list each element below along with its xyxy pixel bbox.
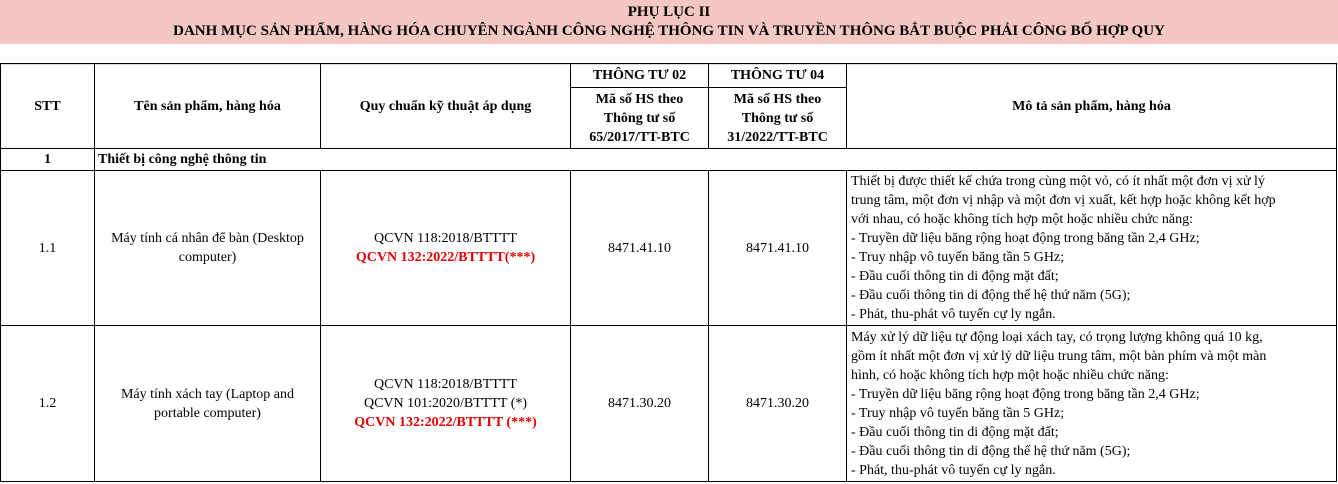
description-line: - Đầu cuối thông tin di động thế hệ thứ năm (5G); [851,288,1131,303]
description-line: với nhau, có hoặc không tích hợp một hoặc nhiều chức năng: [851,212,1193,227]
description-line: Máy xử lý dữ liệu tự động loại xách tay, có trọng lượng không quá 10 kg, [851,329,1263,345]
group-stt: 1 [1,149,95,171]
row-stt: 1.2 [1,326,95,482]
product-name-line1: Máy tính cá nhân để bàn (Desktop [111,231,304,246]
table-row [1,171,1337,326]
product-name-line2: computer) [178,250,237,265]
spacer-row [0,44,1338,65]
product-name-line2: portable computer) [154,405,261,421]
standard-line-highlight: QCVN 132:2022/BTTTT(***) [355,250,536,265]
product-name-line1: Máy tính xách tay (Laptop and [120,386,294,402]
description-line: hình, có hoặc không tích hợp một hoặc nhiều chức năng: [851,367,1169,383]
row-description [847,171,1337,326]
header-hs2-line2: Thông tư số [741,110,814,126]
header-hs2-line1: Mã số HS theo [733,91,822,107]
header-stt: STT [1,64,95,149]
appendix-subtitle: DANH MỤC SẢN PHẨM, HÀNG HÓA CHUYÊN NGÀNH CÔNG NGHỆ THÔNG TIN VÀ TRUYỀN THÔNG BẮT BUỘC PHẢI CÔNG BỐ HỢP QUY [173,23,1165,39]
group-name: Thiết bị công nghệ thông tin [95,149,1337,171]
description-line: - Truyền dữ liệu băng rộng hoạt động trong băng tần 2,4 GHz; [851,386,1200,402]
row-stt: 1.1 [1,171,95,326]
header-tt04: THÔNG TƯ 04 [709,64,847,88]
description-line: - Đầu cuối thông tin di động mặt đất; [851,424,1059,440]
row-hs-code-31: 8471.41.10 [709,171,847,326]
description-line: - Truyền dữ liệu băng rộng hoạt động trong băng tần 2,4 GHz; [851,231,1200,246]
row-hs-code-31: 8471.30.20 [709,326,847,482]
header-hs1-line3: 65/2017/TT-BTC [589,129,690,145]
header-hs-31-2022 [709,88,847,149]
description-line: - Truy nhập vô tuyến băng tần 5 GHz; [851,405,1065,421]
row-product-name [95,326,321,482]
row-description [847,326,1337,482]
title-band [0,0,1338,44]
description-line: Thiết bị được thiết kế chứa trong cùng một vỏ, có ít nhất một đơn vị xử lý [851,174,1265,189]
product-table [0,63,1337,482]
header-description: Mô tả sản phẩm, hàng hóa [847,64,1337,149]
header-hs1-line2: Thông tư số [603,110,676,126]
description-line: - Đầu cuối thông tin di động thế hệ thứ năm (5G); [851,443,1131,459]
header-hs1-line1: Mã số HS theo [595,91,684,107]
row-standard [321,171,571,326]
row-product-name [95,171,321,326]
description-line: - Đầu cuối thông tin di động mặt đất; [851,269,1059,284]
row-hs-code-65: 8471.41.10 [571,171,709,326]
standard-line: QCVN 118:2018/BTTTT [374,231,517,246]
description-line: - Phát, thu-phát vô tuyến cự ly ngắn. [851,307,1056,322]
description-line: trung tâm, một đơn vị nhập và một đơn vị xuất, kết hợp hoặc không kết hợp [851,193,1276,208]
standard-line: QCVN 118:2018/BTTTT [374,377,517,392]
header-hs2-line3: 31/2022/TT-BTC [727,129,828,145]
row-standard [321,326,571,482]
description-line: - Phát, thu-phát vô tuyến cự ly ngắn. [851,462,1056,478]
standard-line: QCVN 101:2020/BTTTT (*) [363,396,528,411]
description-line: gồm ít nhất một đơn vị xử lý dữ liệu trung tâm, một bàn phím và một màn [851,348,1267,364]
standard-line-highlight: QCVN 132:2022/BTTTT (***) [354,415,537,430]
table-row [1,326,1337,482]
header-hs-65-2017 [571,88,709,149]
header-tt02: THÔNG TƯ 02 [571,64,709,88]
appendix-title: PHỤ LỤC II [627,4,711,20]
header-product-name: Tên sản phẩm, hàng hóa [95,64,321,149]
description-line: - Truy nhập vô tuyến băng tần 5 GHz; [851,250,1065,265]
row-hs-code-65: 8471.30.20 [571,326,709,482]
header-standard: Quy chuẩn kỹ thuật áp dụng [321,64,571,149]
